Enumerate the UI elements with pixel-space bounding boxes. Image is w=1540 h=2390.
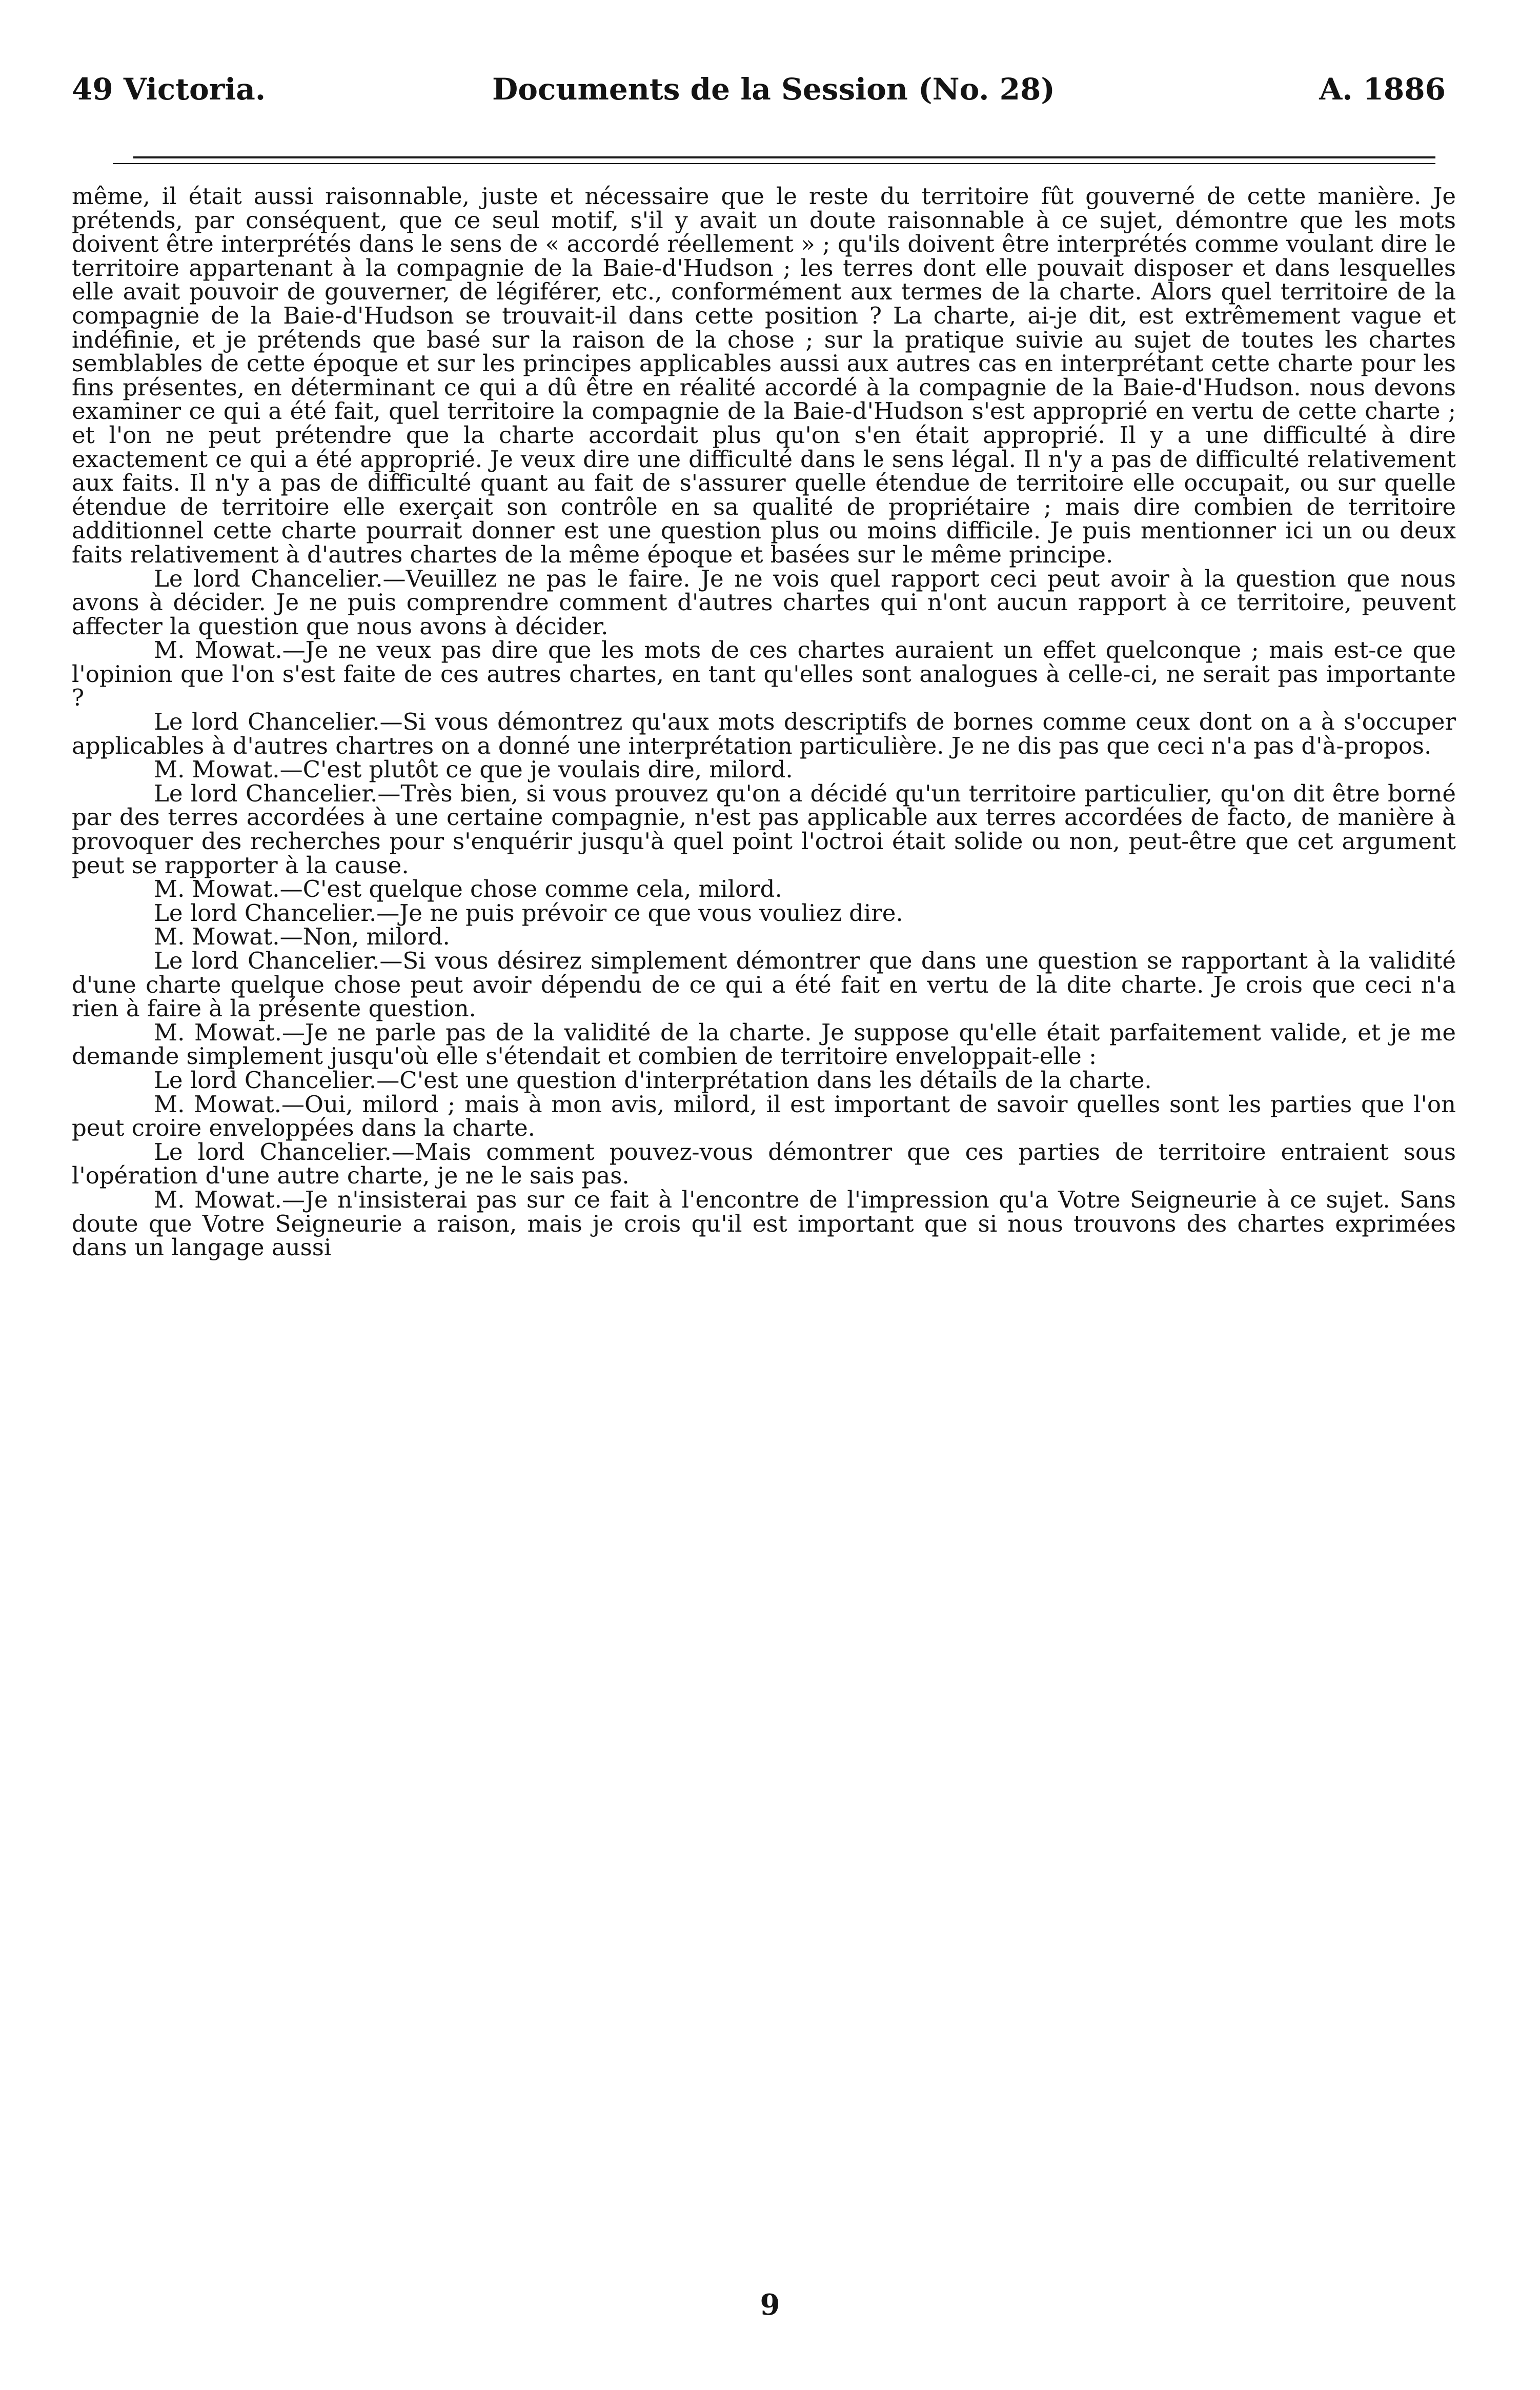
paragraph: Le lord Chancelier.—Veuillez ne pas le faire. Je ne vois quel rapport ceci peut avoir à la question que nous avons à décider. Je ne puis comprendre comment d'autres chartes qui n'ont aucun rapport à ce territoire, peuvent affecter la question que nous avons à décider.	[72, 565, 1456, 640]
paragraph: même, il était aussi raisonnable, juste et nécessaire que le reste du territoire fût gouverné de cette manière. Je prétends, par conséquent, que ce seul motif, s'il y avait un doute raisonnable à ce sujet, démontre que les mots doivent être interprétés dans le sens de « accordé réellement » ; qu'ils doivent être interprétés comme voulant dire le territoire appartenant à la compagnie de la Baie-d'Hudson ; les terres dont elle pouvait disposer et dans lesquelles elle avait pouvoir de gouverner, de légiférer, etc., conformément aux termes de la charte. Alors quel territoire de la compagnie de la Baie-d'Hudson se trouvait-il dans cette position ? La charte, ai-je dit, est extrêmement vague et indéfinie, et je prétends que basé sur la raison de la chose ; sur la pratique suivie au sujet de toutes les chartes semblables de cette époque et sur les principes applicables aussi aux autres cas en interprétant cette charte pour les fins présentes, en déterminant ce qui a dû être en réalité accordé à la compagnie de la Baie-d'Hudson. nous devons examiner ce qui a été fait, quel territoire la compagnie de la Baie-d'Hudson s'est approprié en vertu de cette charte ; et l'on ne peut prétendre que la charte accordait plus qu'on s'en était approprié. Il y a une difficulté à dire exactement ce qui a été approprié. Je veux dire une difficulté dans le sens légal. Il n'y a pas de difficulté relativement aux faits. Il n'y a pas de difficulté quant au fait de s'assurer quelle étendue de territoire elle occupait, ou sur quelle étendue de territoire elle exerçait son contrôle en sa qualité de propriétaire ; mais dire combien de territoire additionnel cette charte pourrait donner est une question plus ou moins difficile. Je puis mentionner ici un ou deux faits relativement à d'autres chartes de la même époque et basées sur le même principe.	[72, 185, 1456, 568]
paragraph: M. Mowat.—C'est quelque chose comme cela, milord.	[154, 875, 782, 903]
header-year: A. 1886	[1319, 72, 1446, 107]
paragraph: M. Mowat.—Oui, milord ; mais à mon avis, milord, il est important de savoir quelles sont les parties que l'on peut croire enveloppées dans la charte.	[72, 1090, 1456, 1142]
paragraph: M. Mowat.—C'est plutôt ce que je voulais dire, milord.	[154, 756, 793, 784]
paragraph: M. Mowat.—Je ne veux pas dire que les mots de ces chartes auraient un effet quelconque ; mais est-ce que l'opinion que l'on s'est faite de ces autres chartes, en tant qu'elles sont analogues à celle-ci, ne serait pas importante ?	[72, 636, 1456, 712]
header-volume: 49 Victoria.	[72, 72, 266, 107]
paragraph: M. Mowat.—Je n'insisterai pas sur ce fait à l'encontre de l'impression qu'a Votre Seigneurie à ce sujet. Sans doute que Votre Seigneurie a raison, mais je crois qu'il est important que si nous trouvons des chartes exprimées dans un langage aussi	[72, 1186, 1456, 1261]
paragraph: Le lord Chancelier.—Très bien, si vous prouvez qu'on a décidé qu'un territoire particulier, qu'on dit être borné par des terres accordées à une certaine compagnie, n'est pas applicable aux terres accordées de facto, de manière à provoquer des recherches pour s'enquérir jusqu'à quel point l'octroi était solide ou non, peut-être que cet argument peut se rapporter à la cause.	[72, 779, 1456, 879]
page-number: 9	[760, 2288, 780, 2322]
paragraph: Le lord Chancelier.—Je ne puis prévoir ce que vous vouliez dire.	[154, 899, 903, 927]
header-rule-thin	[113, 163, 1435, 164]
header-title: Documents de la Session (No. 28)	[492, 72, 1055, 107]
paragraph: Le lord Chancelier.—Si vous démontrez qu'aux mots descriptifs de bornes comme ceux dont on a à s'occuper applicables à d'autres chartres on a donné une interprétation particulière. Je ne dis pas que ceci n'a pas d'à-propos.	[72, 708, 1456, 759]
paragraph: Le lord Chancelier.—Mais comment pouvez-vous démontrer que ces parties de territoire entraient sous l'opération d'une autre charte, je ne le sais pas.	[72, 1138, 1456, 1190]
header-rule	[133, 156, 1435, 158]
running-header	[72, 72, 1446, 118]
paragraph: Le lord Chancelier.—Si vous désirez simplement démontrer que dans une question se rapportant à la validité d'une charte quelque chose peut avoir dépendu de ce qui a été fait en vertu de la dite charte. Je crois que ceci n'a rien à faire à la présente question.	[72, 947, 1456, 1022]
document-body	[72, 185, 1456, 2272]
paragraph: Le lord Chancelier.—C'est une question d'interprétation dans les détails de la charte.	[154, 1066, 1152, 1094]
paragraph: M. Mowat.—Je ne parle pas de la validité de la charte. Je suppose qu'elle était parfaitement valide, et je me demande simplement jusqu'où elle s'étendait et combien de territoire enveloppait-elle :	[72, 1018, 1456, 1070]
paragraph: M. Mowat.—Non, milord.	[154, 923, 450, 951]
